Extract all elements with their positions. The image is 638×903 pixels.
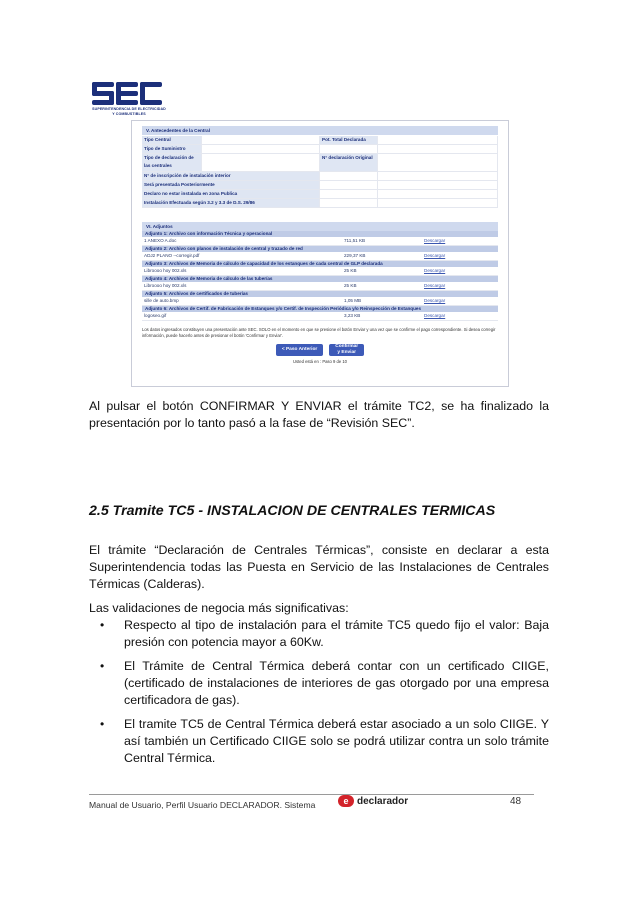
download-link[interactable]: Descargar (424, 268, 446, 273)
attachment-2: Adjunto 2: Archivo con planos de instalación de central y trazado de red ADJ2 PLANO --corregir.pdf 229,37 KB Descargar (132, 246, 508, 261)
footer-text: Manual de Usuario, Perfil Usuario DECLARADOR. Sistema (89, 800, 316, 810)
download-link[interactable]: Descargar (424, 283, 446, 288)
confirm-send-button[interactable]: Confirmar y Enviar (329, 344, 364, 356)
logo-tagline: SUPERINTENDENCIA DE ELECTRICIDAD Y COMBUSTIBLES (92, 107, 166, 116)
paragraph-confirm: Al pulsar el botón CONFIRMAR Y ENVIAR el trámite TC2, se ha finalizado la presentación por lo tanto pasó a la fase de “Revisión SEC”. (89, 399, 549, 430)
step-indicator: Usted está en : Paso 9 de 10 (292, 359, 347, 364)
attachment-3: Adjunto 3: Archivos de Memoria de cálculo de capacidad de los estanques de cada central de GLP declarada Libroooo hoy 002.xls 25 KB Descargar (132, 261, 508, 276)
section-heading: 2.5 Tramite TC5 - INSTALACION DE CENTRALES TERMICAS (89, 503, 496, 519)
attachment-4: Adjunto 4: Archivos de Memoria de cálculo de las tuberías Libroooo hoy 002.xls 25 KB Descargar (132, 276, 508, 291)
bullet-icon: • (100, 717, 105, 731)
attachment-6: Adjunto 6: Archivos de Certif. de Fabricación de Estanques y/o Certif. de Inspección Periódica y/o Reinspección de Estanques logoseo.gif 3,23 KB Descargar (132, 306, 508, 321)
e-logo-icon: e (338, 795, 354, 807)
section-vi-title: VI. Adjuntos (142, 222, 498, 231)
section-v-title: V. Antecedentes de la Central (142, 126, 498, 135)
list-item: • El tramite TC5 de Central Térmica deberá estar asociado a un solo CIIGE. Y así también un Certificado CIIGE solo se podrá utilizar contra un solo trámite Central Térmica. (100, 717, 549, 765)
sec-logo (92, 82, 164, 122)
list-item: • Respecto al tipo de instalación para el trámite TC5 quedo fijo el valor: Baja presión con potencia mayor a 60Kw. (100, 618, 549, 649)
download-link[interactable]: Descargar (424, 238, 446, 243)
previous-step-button[interactable]: < Paso Anterior (276, 344, 323, 356)
bullet-icon: • (100, 618, 105, 632)
embedded-screenshot (131, 120, 509, 387)
antecedentes-grid: Tipo Central Pot. Total Declarada Tipo de Suministro Tipo de declaración de las centrales N° declaración Original N° de inscripción de instalación interior Será presentada Posteriormente Declaro no estar instalada en zona Publica Instalación Efectuada según 3.2 y 3.3 de D.S. 29/86 (142, 136, 498, 208)
paragraph-validations: Las validaciones de negocia más significativas: (89, 601, 349, 615)
attachment-5: Adjunto 5: Archivos de certificados de tuberías sille de auto.bmp 1,05 MB Descargar (132, 291, 508, 306)
page-number: 48 (510, 796, 522, 807)
edeclarador-logo (338, 795, 408, 807)
bullet-icon: • (100, 659, 105, 673)
footer-divider (89, 794, 534, 795)
download-link[interactable]: Descargar (424, 253, 446, 258)
attachment-1: Adjunto 1: Archivo con información Técnica y operacional 1 ANEXO A.doc 711,51 KB Descargar (132, 231, 508, 246)
sec-wordmark-icon (92, 82, 164, 106)
submission-note: Los datos ingresados constituyen una presentación ante SEC. SOLO en el momento en que se presione el botón Enviar y una vez que se confirme el pago correspondiente. Si desea corregir información, puede hacerlo antes de presionar el botón 'Confirmar y Enviar'. (142, 327, 496, 338)
action-buttons (132, 344, 508, 356)
download-link[interactable]: Descargar (424, 298, 446, 303)
list-item: • El Trámite de Central Térmica deberá contar con un certificado CIIGE, (certificado de instalaciones de interiores de gas otorgado por una empresa certificadora de gas). (100, 659, 549, 707)
download-link[interactable]: Descargar (424, 313, 446, 318)
brand-word: declarador (357, 795, 409, 807)
paragraph-description: El trámite “Declaración de Centrales Térmicas”, consiste en declarar a esta Superintendencia todas las Puesta en Servicio de las Instalaciones de Centrales Térmicas (Calderas). (89, 543, 549, 591)
